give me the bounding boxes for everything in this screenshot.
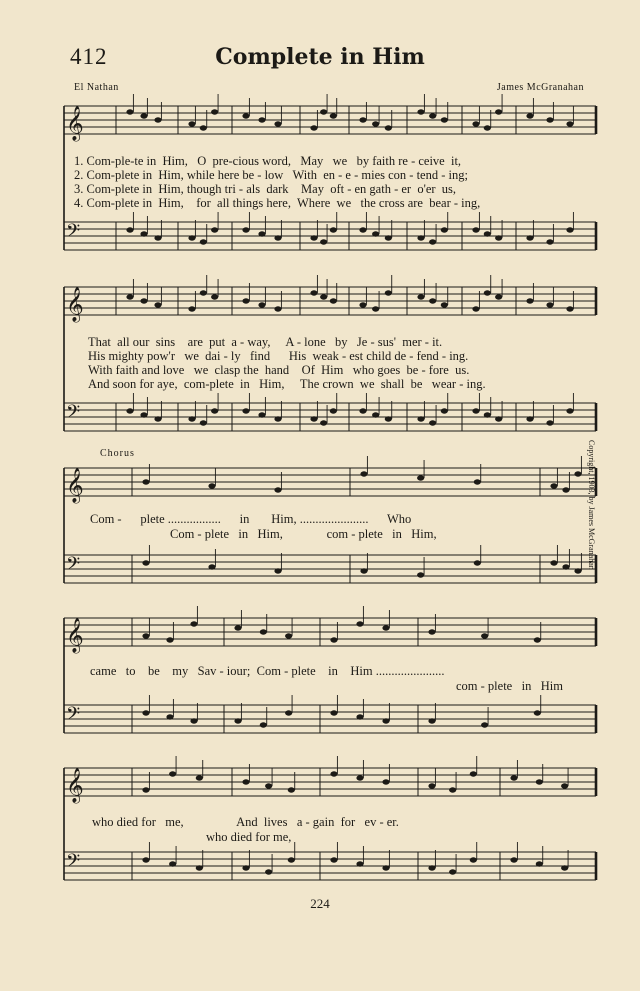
note-head (550, 560, 557, 565)
note-head (242, 865, 249, 870)
note-head (441, 117, 448, 122)
bass-clef-icon: 𝄢 (66, 402, 81, 427)
note-head (417, 235, 424, 240)
note-head (211, 294, 218, 299)
note-head (417, 294, 424, 299)
note-head (260, 722, 267, 727)
note-head (428, 629, 435, 634)
verse-3-line-2: With faith and love we clasp the hand Of Him who goes be - fore us. (88, 363, 470, 377)
note-head (274, 235, 281, 240)
chorus-2-lower-lyric: com - plete in Him (456, 679, 563, 693)
note-head (310, 416, 317, 421)
note-head (359, 302, 366, 307)
note-head (562, 487, 569, 492)
note-head (211, 227, 218, 232)
verse-1-line-1: 1. Com-ple-te in Him, O pre-cious word, May we by faith re - ceive it, (74, 154, 462, 168)
note-head (536, 779, 543, 784)
note-head (359, 408, 366, 413)
note-head (417, 572, 424, 577)
note-head (472, 306, 479, 311)
verse-4-line-1: 4. Com-plete in Him, for all things here, Where we the cross are bear - ing, (74, 196, 481, 210)
note-head (126, 109, 133, 114)
note-head (385, 290, 392, 295)
note-head (242, 408, 249, 413)
note-head (510, 775, 517, 780)
note-head (546, 420, 553, 425)
note-head (169, 861, 176, 866)
note-head (330, 710, 337, 715)
note-head (546, 239, 553, 244)
note-head (526, 235, 533, 240)
note-head (265, 869, 272, 874)
note-head (428, 783, 435, 788)
note-head (274, 416, 281, 421)
note-head (154, 235, 161, 240)
note-head (510, 857, 517, 862)
note-head (566, 306, 573, 311)
note-head (188, 416, 195, 421)
note-head (258, 117, 265, 122)
note-head (429, 420, 436, 425)
note-head (285, 633, 292, 638)
note-head (495, 294, 502, 299)
note-head (320, 109, 327, 114)
bass-clef-icon: 𝄢 (66, 851, 81, 876)
note-head (140, 412, 147, 417)
note-head (495, 235, 502, 240)
note-head (211, 109, 218, 114)
note-head (188, 121, 195, 126)
note-head (449, 787, 456, 792)
note-head (288, 857, 295, 862)
note-head (142, 787, 149, 792)
note-head (441, 408, 448, 413)
note-head (208, 483, 215, 488)
page-number: 224 (310, 896, 330, 911)
note-head (481, 633, 488, 638)
note-head (330, 857, 337, 862)
note-head (550, 483, 557, 488)
note-head (258, 231, 265, 236)
verse-2-line-1: 2. Com-plete in Him, while here be - low With en - e - mies con - tend - ing; (74, 168, 468, 182)
note-head (310, 125, 317, 130)
note-head (526, 416, 533, 421)
note-head (484, 231, 491, 236)
note-head (330, 771, 337, 776)
note-head (474, 560, 481, 565)
note-head (372, 306, 379, 311)
treble-clef-icon: 𝄞 (66, 618, 84, 653)
note-head (484, 412, 491, 417)
note-head (310, 235, 317, 240)
note-head (360, 568, 367, 573)
note-head (372, 121, 379, 126)
note-head (385, 125, 392, 130)
note-head (200, 420, 207, 425)
note-head (574, 568, 581, 573)
note-head (536, 861, 543, 866)
treble-clef-icon: 𝄞 (66, 287, 84, 322)
treble-clef-icon: 𝄞 (66, 768, 84, 803)
note-head (330, 298, 337, 303)
note-head (566, 227, 573, 232)
chorus-label: Chorus (100, 448, 135, 459)
bass-clef-icon: 𝄢 (66, 221, 81, 246)
note-head (417, 109, 424, 114)
note-head (372, 412, 379, 417)
note-head (310, 290, 317, 295)
note-head (472, 121, 479, 126)
note-head (495, 416, 502, 421)
note-head (288, 787, 295, 792)
note-head (428, 718, 435, 723)
note-head (356, 621, 363, 626)
note-head (356, 714, 363, 719)
composer-credit: James McGranahan (496, 82, 584, 93)
note-head (429, 239, 436, 244)
note-head (188, 235, 195, 240)
note-head (200, 290, 207, 295)
chorus-2-upper-lyric: came to be my Sav - iour; Com - plete in Him ...................... (90, 664, 445, 678)
note-head (429, 113, 436, 118)
note-head (534, 637, 541, 642)
note-head (382, 718, 389, 723)
note-head (166, 714, 173, 719)
note-head (359, 227, 366, 232)
verse-4-line-2: And soon for aye, com-plete in Him, The crown we shall be wear - ing. (88, 377, 486, 391)
bass-clef-icon: 𝄢 (66, 704, 81, 729)
note-head (566, 408, 573, 413)
note-head (242, 298, 249, 303)
note-head (472, 408, 479, 413)
note-head (429, 298, 436, 303)
note-head (474, 479, 481, 484)
note-head (546, 117, 553, 122)
note-head (320, 294, 327, 299)
note-head (385, 416, 392, 421)
note-head (574, 471, 581, 476)
note-head (260, 629, 267, 634)
note-head (382, 625, 389, 630)
note-head (208, 564, 215, 569)
note-head (126, 408, 133, 413)
verse-2-line-2: His mighty pow'r we dai - ly find His weak - est child de - fend - ing. (88, 349, 469, 363)
note-head (142, 857, 149, 862)
note-head (200, 125, 207, 130)
note-head (428, 865, 435, 870)
note-head (190, 621, 197, 626)
note-head (441, 302, 448, 307)
note-head (142, 479, 149, 484)
note-head (360, 471, 367, 476)
note-head (385, 235, 392, 240)
verse-3-line-1: 3. Com-plete in Him, though tri - als dark May oft - en gath - er o'er us, (74, 182, 457, 196)
note-head (546, 302, 553, 307)
verse-1-line-2: That all our sins are put a - way, A - lone by Je - sus' mer - it. (88, 335, 443, 349)
note-head (140, 231, 147, 236)
bass-clef-icon: 𝄢 (66, 554, 81, 579)
note-head (274, 487, 281, 492)
note-head (356, 775, 363, 780)
note-head (382, 779, 389, 784)
note-head (234, 718, 241, 723)
note-head (200, 239, 207, 244)
note-head (166, 637, 173, 642)
lyricist-credit: El Nathan (74, 82, 119, 93)
note-head (359, 117, 366, 122)
note-head (169, 771, 176, 776)
note-head (330, 408, 337, 413)
note-head (382, 865, 389, 870)
chorus-3-upper-lyric: who died for me, And lives a - gain for ev - er. (92, 815, 399, 829)
note-head (242, 779, 249, 784)
note-head (441, 227, 448, 232)
hymn-title: Complete in Him (215, 44, 425, 70)
note-head (534, 710, 541, 715)
note-head (356, 861, 363, 866)
note-head (330, 227, 337, 232)
note-head (126, 294, 133, 299)
note-head (495, 109, 502, 114)
note-head (470, 857, 477, 862)
note-head (190, 718, 197, 723)
note-head (470, 771, 477, 776)
note-head (417, 416, 424, 421)
note-head (154, 117, 161, 122)
treble-clef-icon: 𝄞 (66, 106, 84, 141)
note-head (417, 475, 424, 480)
note-head (320, 239, 327, 244)
note-head (274, 568, 281, 573)
note-head (142, 560, 149, 565)
note-head (449, 869, 456, 874)
note-head (561, 865, 568, 870)
note-head (242, 227, 249, 232)
note-head (258, 302, 265, 307)
note-head (481, 722, 488, 727)
note-head (472, 227, 479, 232)
note-head (188, 306, 195, 311)
note-head (285, 710, 292, 715)
note-head (562, 564, 569, 569)
chorus-3-lower-lyric: who died for me, (206, 830, 292, 844)
note-head (265, 783, 272, 788)
copyright-notice: Copyright, 1903, by James McGranahan (587, 440, 596, 570)
note-head (258, 412, 265, 417)
note-head (242, 113, 249, 118)
note-head (126, 227, 133, 232)
treble-clef-icon: 𝄞 (66, 468, 84, 503)
note-head (196, 775, 203, 780)
note-head (484, 125, 491, 130)
chorus-1-lower-lyric: Com - plete in Him, com - plete in Him, (170, 527, 437, 541)
note-head (140, 113, 147, 118)
note-head (142, 633, 149, 638)
hymn-number: 412 (70, 44, 108, 69)
note-head (330, 113, 337, 118)
note-head (154, 416, 161, 421)
note-head (196, 865, 203, 870)
note-head (372, 231, 379, 236)
note-head (142, 710, 149, 715)
note-head (320, 420, 327, 425)
note-head (330, 637, 337, 642)
chorus-1-upper-lyric: Com - plete ................. in Him, ...................... Who (90, 512, 412, 526)
note-head (274, 121, 281, 126)
note-head (211, 408, 218, 413)
note-head (484, 290, 491, 295)
note-head (526, 113, 533, 118)
note-head (526, 298, 533, 303)
note-head (561, 783, 568, 788)
note-head (274, 306, 281, 311)
note-head (140, 298, 147, 303)
note-head (566, 121, 573, 126)
note-head (234, 625, 241, 630)
note-head (154, 302, 161, 307)
